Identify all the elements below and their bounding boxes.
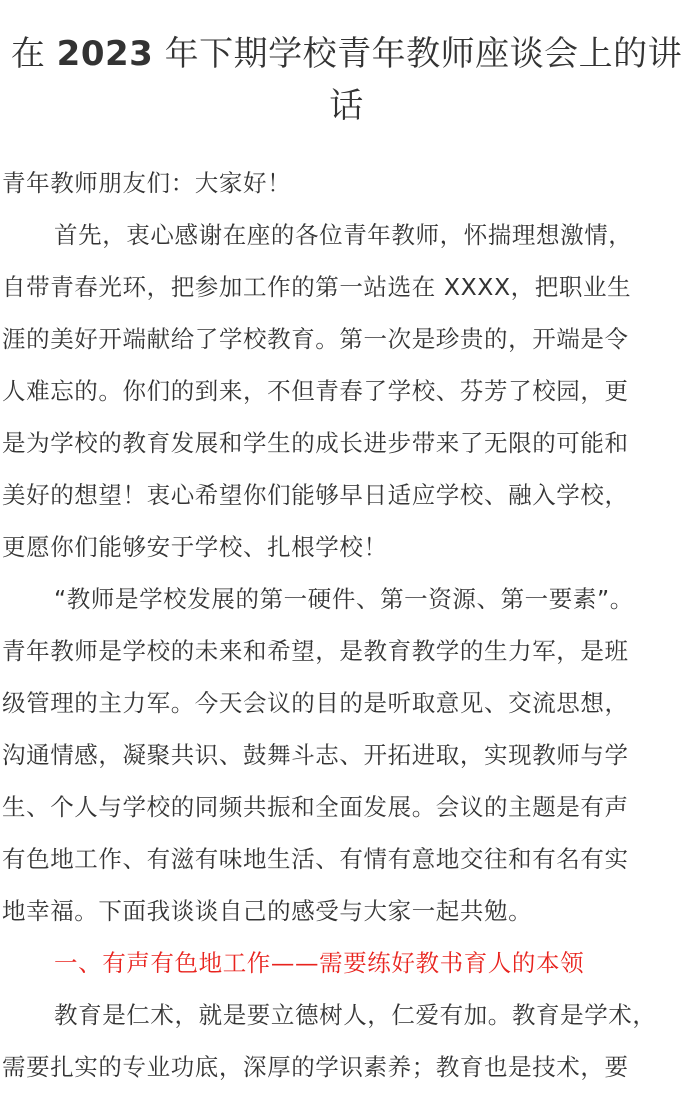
paragraph-line: 人难忘的。你们的到来，不但青春了学校、芬芳了校园，更 <box>2 377 629 405</box>
title-tail: 话 <box>329 86 364 126</box>
paragraph-line: 首先，衷心感谢在座的各位青年教师，怀揣理想激情， <box>54 221 633 249</box>
paragraph-line: 更愿你们能够安于学校、扎根学校！ <box>2 533 388 561</box>
paragraph-line: 涯的美好开端献给了学校教育。第一次是珍贵的，开端是令 <box>2 325 629 353</box>
greeting-text: 青年教师朋友们：大家好！ <box>2 169 292 197</box>
section-heading-text: 一、有声有色地工作——需要练好教书育人的本领 <box>54 949 585 977</box>
paragraph-line: 青年教师是学校的未来和希望，是教育教学的生力军，是班 <box>2 637 629 665</box>
document-title <box>0 0 693 132</box>
paragraph-line: 美好的想望！衷心希望你们能够早日适应学校、融入学校， <box>2 481 629 509</box>
paragraph-line: 教育是仁术，就是要立德树人，仁爱有加。教育是学术， <box>54 1001 657 1029</box>
title-prefix: 在 <box>10 34 57 74</box>
section-heading <box>2 937 692 989</box>
title-main: 年下期学校青年教师座谈会上的讲 <box>153 34 683 74</box>
paragraph-line: 有色地工作、有滋有味地生活、有情有意地交往和有名有实 <box>2 845 629 873</box>
paragraph-line: 是为学校的教育发展和学生的成长进步带来了无限的可能和 <box>2 429 629 457</box>
paragraph-line: 沟通情感，凝聚共识、鼓舞斗志、开拓进取，实现教师与学 <box>2 741 629 769</box>
greeting-line <box>2 157 692 209</box>
document-body <box>2 157 692 1093</box>
paragraph-line: 需要扎实的专业功底，深厚的学识素养；教育也是技术，要 <box>2 1053 629 1081</box>
paragraph-line: 生、个人与学校的同频共振和全面发展。会议的主题是有声 <box>2 793 629 821</box>
paragraph-section1 <box>2 989 692 1093</box>
paragraph-purpose <box>2 573 692 937</box>
paragraph-line: 级管理的主力军。今天会议的目的是听取意见、交流思想， <box>2 689 629 717</box>
paragraph-line: 自带青春光环，把参加工作的第一站选在 XXXX，把职业生 <box>2 273 632 301</box>
paragraph-intro <box>2 209 692 573</box>
paragraph-line: 地幸福。下面我谈谈自己的感受与大家一起共勉。 <box>2 897 533 925</box>
title-year: 2023 <box>56 34 154 74</box>
paragraph-line: “教师是学校发展的第一硬件、第一资源、第一要素”。 <box>54 585 634 613</box>
